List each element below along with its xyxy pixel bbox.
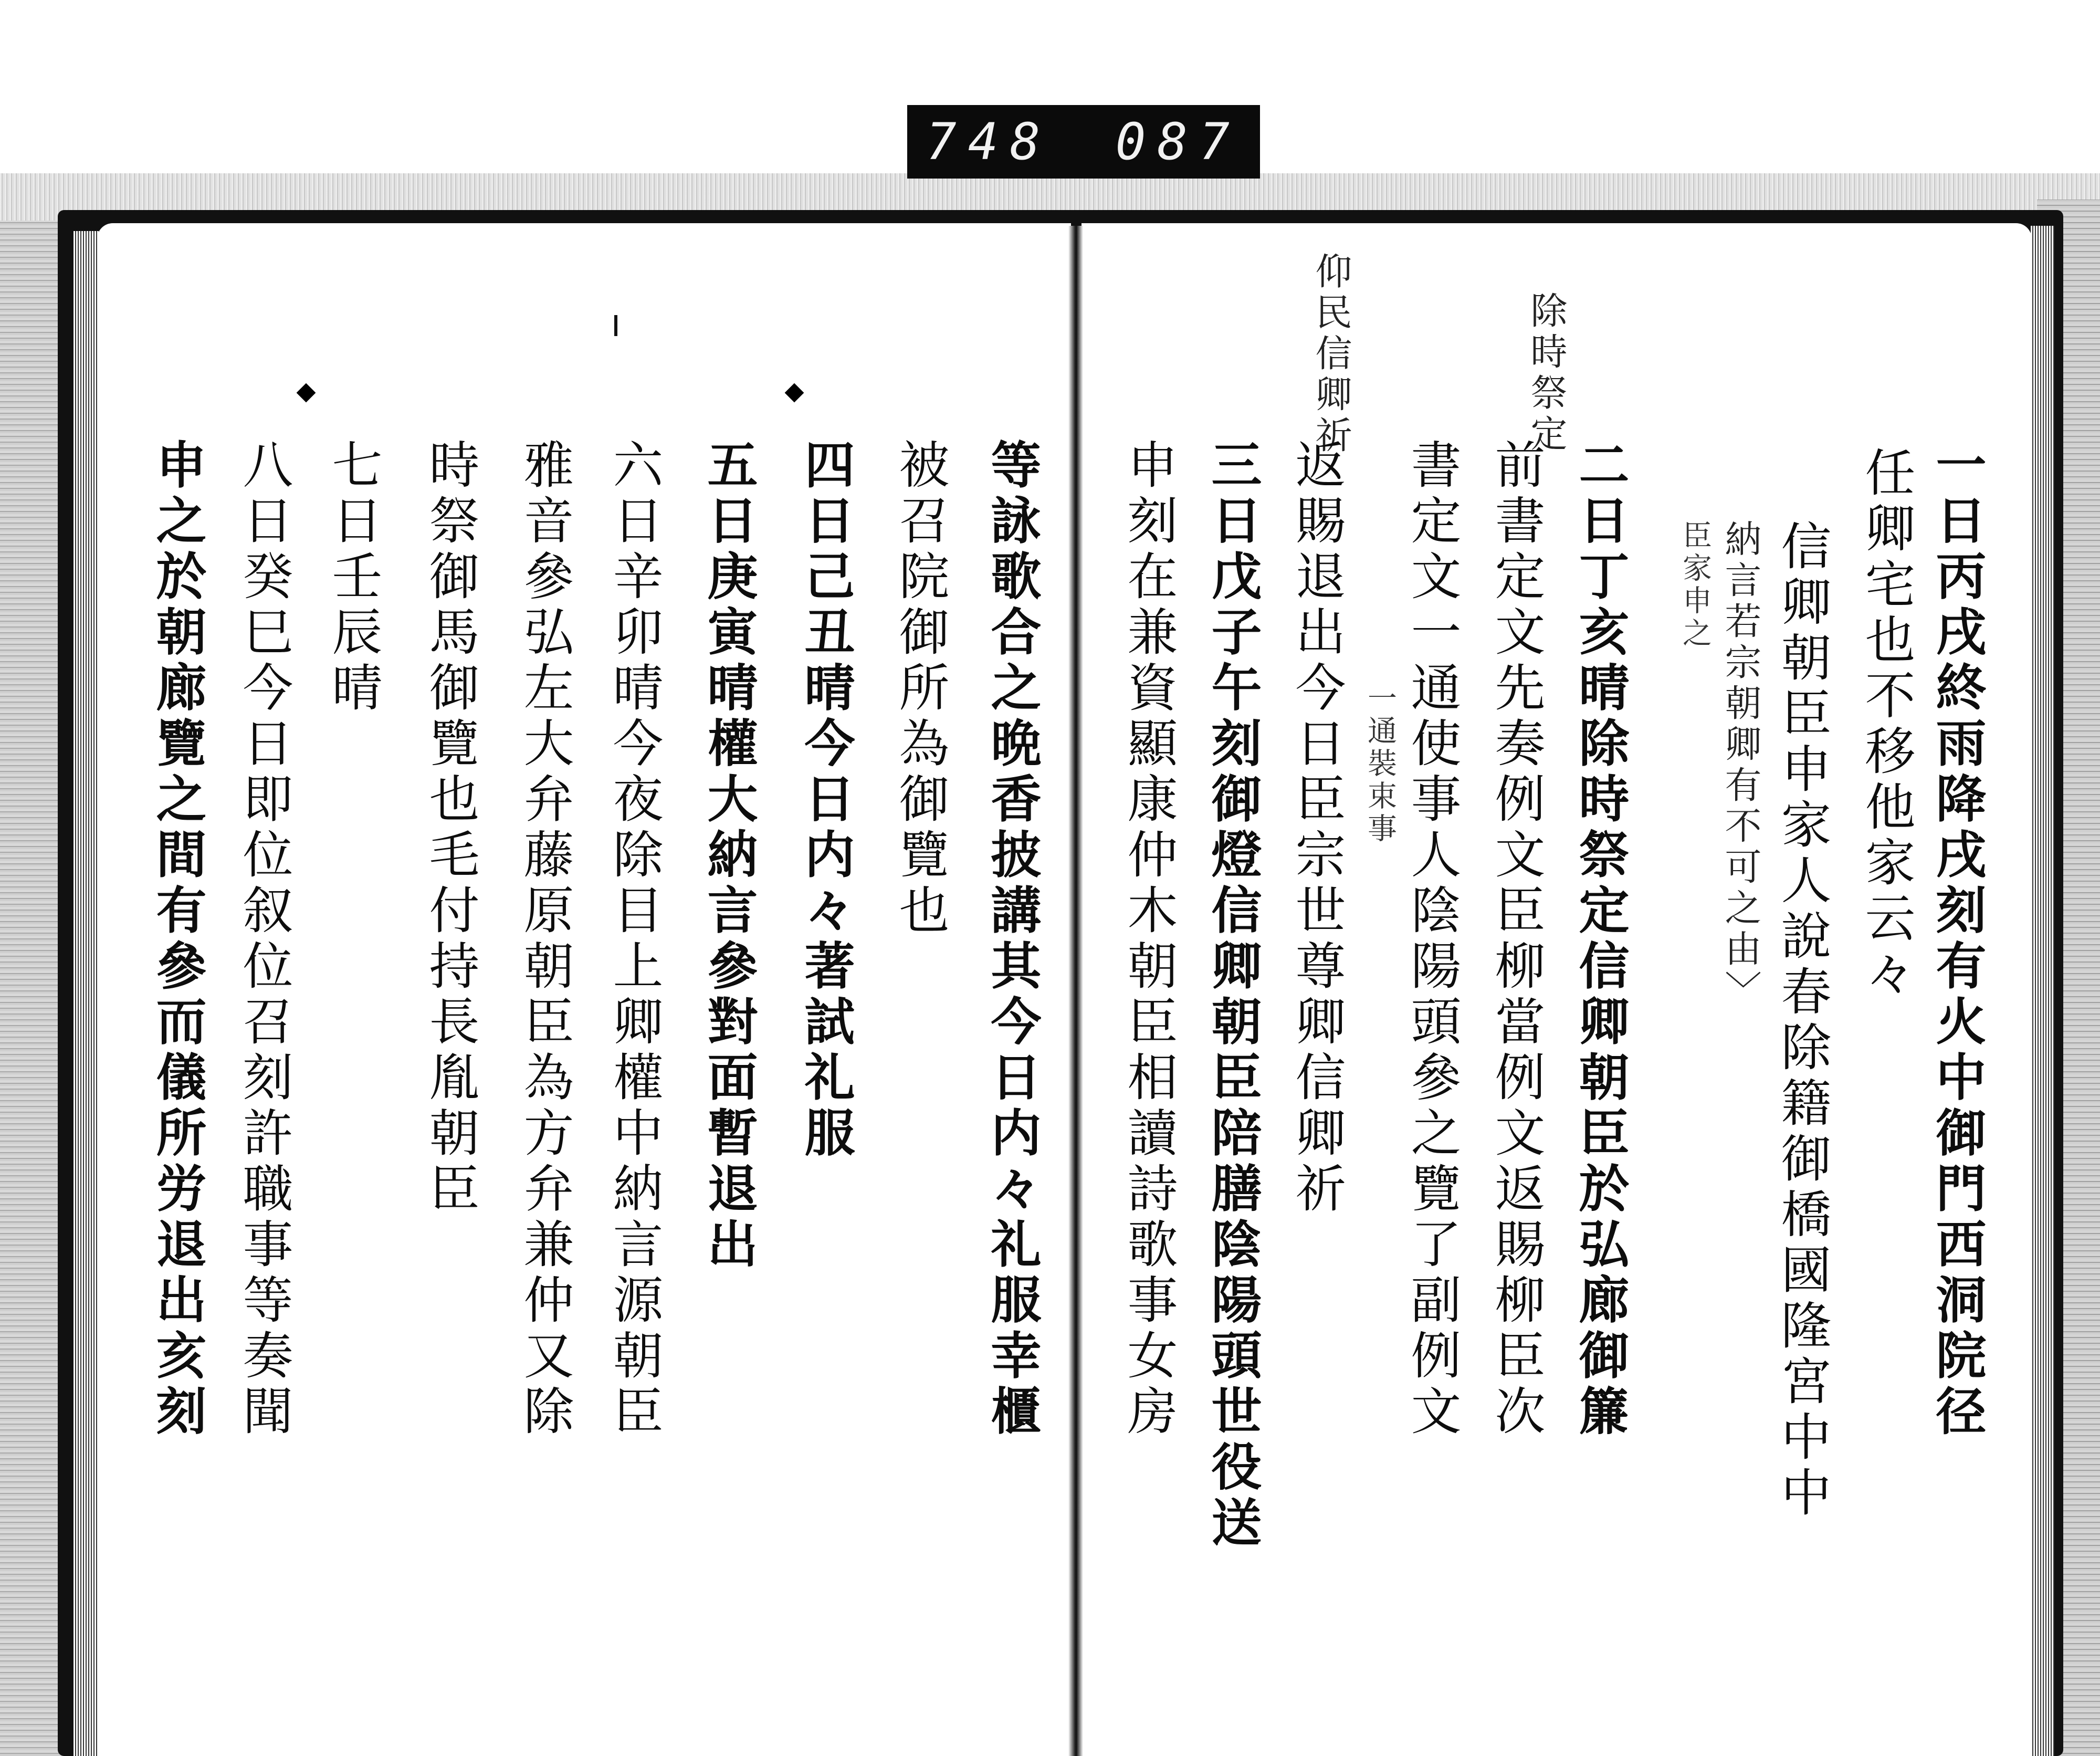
text-column-r3: 信卿朝臣申家人說春除籍御橋國隆宮中中 [1773,520,1832,1522]
reel-number: 748 [926,112,1052,171]
text-column-l10: 申之於朝廊覽之間有參而儀所労退出亥刻 [148,438,207,1440]
page-edges-left [74,231,99,1756]
text-column-r1: 一日丙戌終雨降戌刻有火中御門西洞院径 [1928,438,1987,1440]
text-column-r5: 臣家申之 [1678,520,1712,650]
text-column-r4: 納言若宗朝卿有不可之由〉 [1719,520,1762,1011]
margin-note-rite: 除時祭定 [1525,291,1568,455]
text-column-l2: 被召院御所為御覽也 [891,438,950,939]
text-column-r11: 三日戊子午刻御燈信卿朝臣陪膳陰陽頭世役送 [1203,438,1263,1552]
microfilm-frame-label [907,105,1260,179]
text-column-r12: 申刻在兼資顯康仲木朝臣相讀詩歌事女房 [1119,438,1178,1440]
text-column-r10: 返賜退出今日臣宗世尊卿信卿祈 [1287,438,1346,1218]
text-column-r8: 書定文一通使事人陰陽頭參之覽了副例文 [1403,438,1462,1440]
text-column-r7: 前書定文先奏例文臣柳當例文返賜柳臣次 [1487,438,1546,1440]
text-column-r9: 一通裝束事 [1363,683,1397,845]
text-column-l7: 時祭御馬御覽也毛付持長胤朝臣 [421,438,480,1218]
margin-note-prayer: 仰民信卿祈 [1309,252,1352,457]
text-column-l3: 四日己丑晴今日内々著試礼服 [796,438,856,1162]
text-column-l4: 五日庚寅晴權大納言參對面暫退出 [699,438,759,1273]
text-column-l5: 六日辛卯晴今夜除目上卿權中納言源朝臣 [605,438,664,1440]
text-column-r2: 任卿宅也不移他家云々 [1857,446,1916,1003]
text-column-l6: 雅音參弘左大弁藤原朝臣為方弁兼仲又除 [516,438,574,1440]
text-column-l1: 等詠歌合之晩香披講其今日内々礼服幸櫃 [983,438,1042,1440]
marginal-tick [614,315,617,336]
text-column-l9: 八日癸巳今日即位叙位召刻許職事等奏聞 [235,438,293,1440]
page-edges-right [2031,226,2054,1756]
text-column-l8: 七日壬辰晴 [324,438,383,717]
frame-number: 087 [1115,112,1241,171]
text-column-r6: 二日丁亥晴除時祭定信卿朝臣於弘廊御簾 [1571,438,1630,1440]
book-gutter [1068,226,1083,1756]
